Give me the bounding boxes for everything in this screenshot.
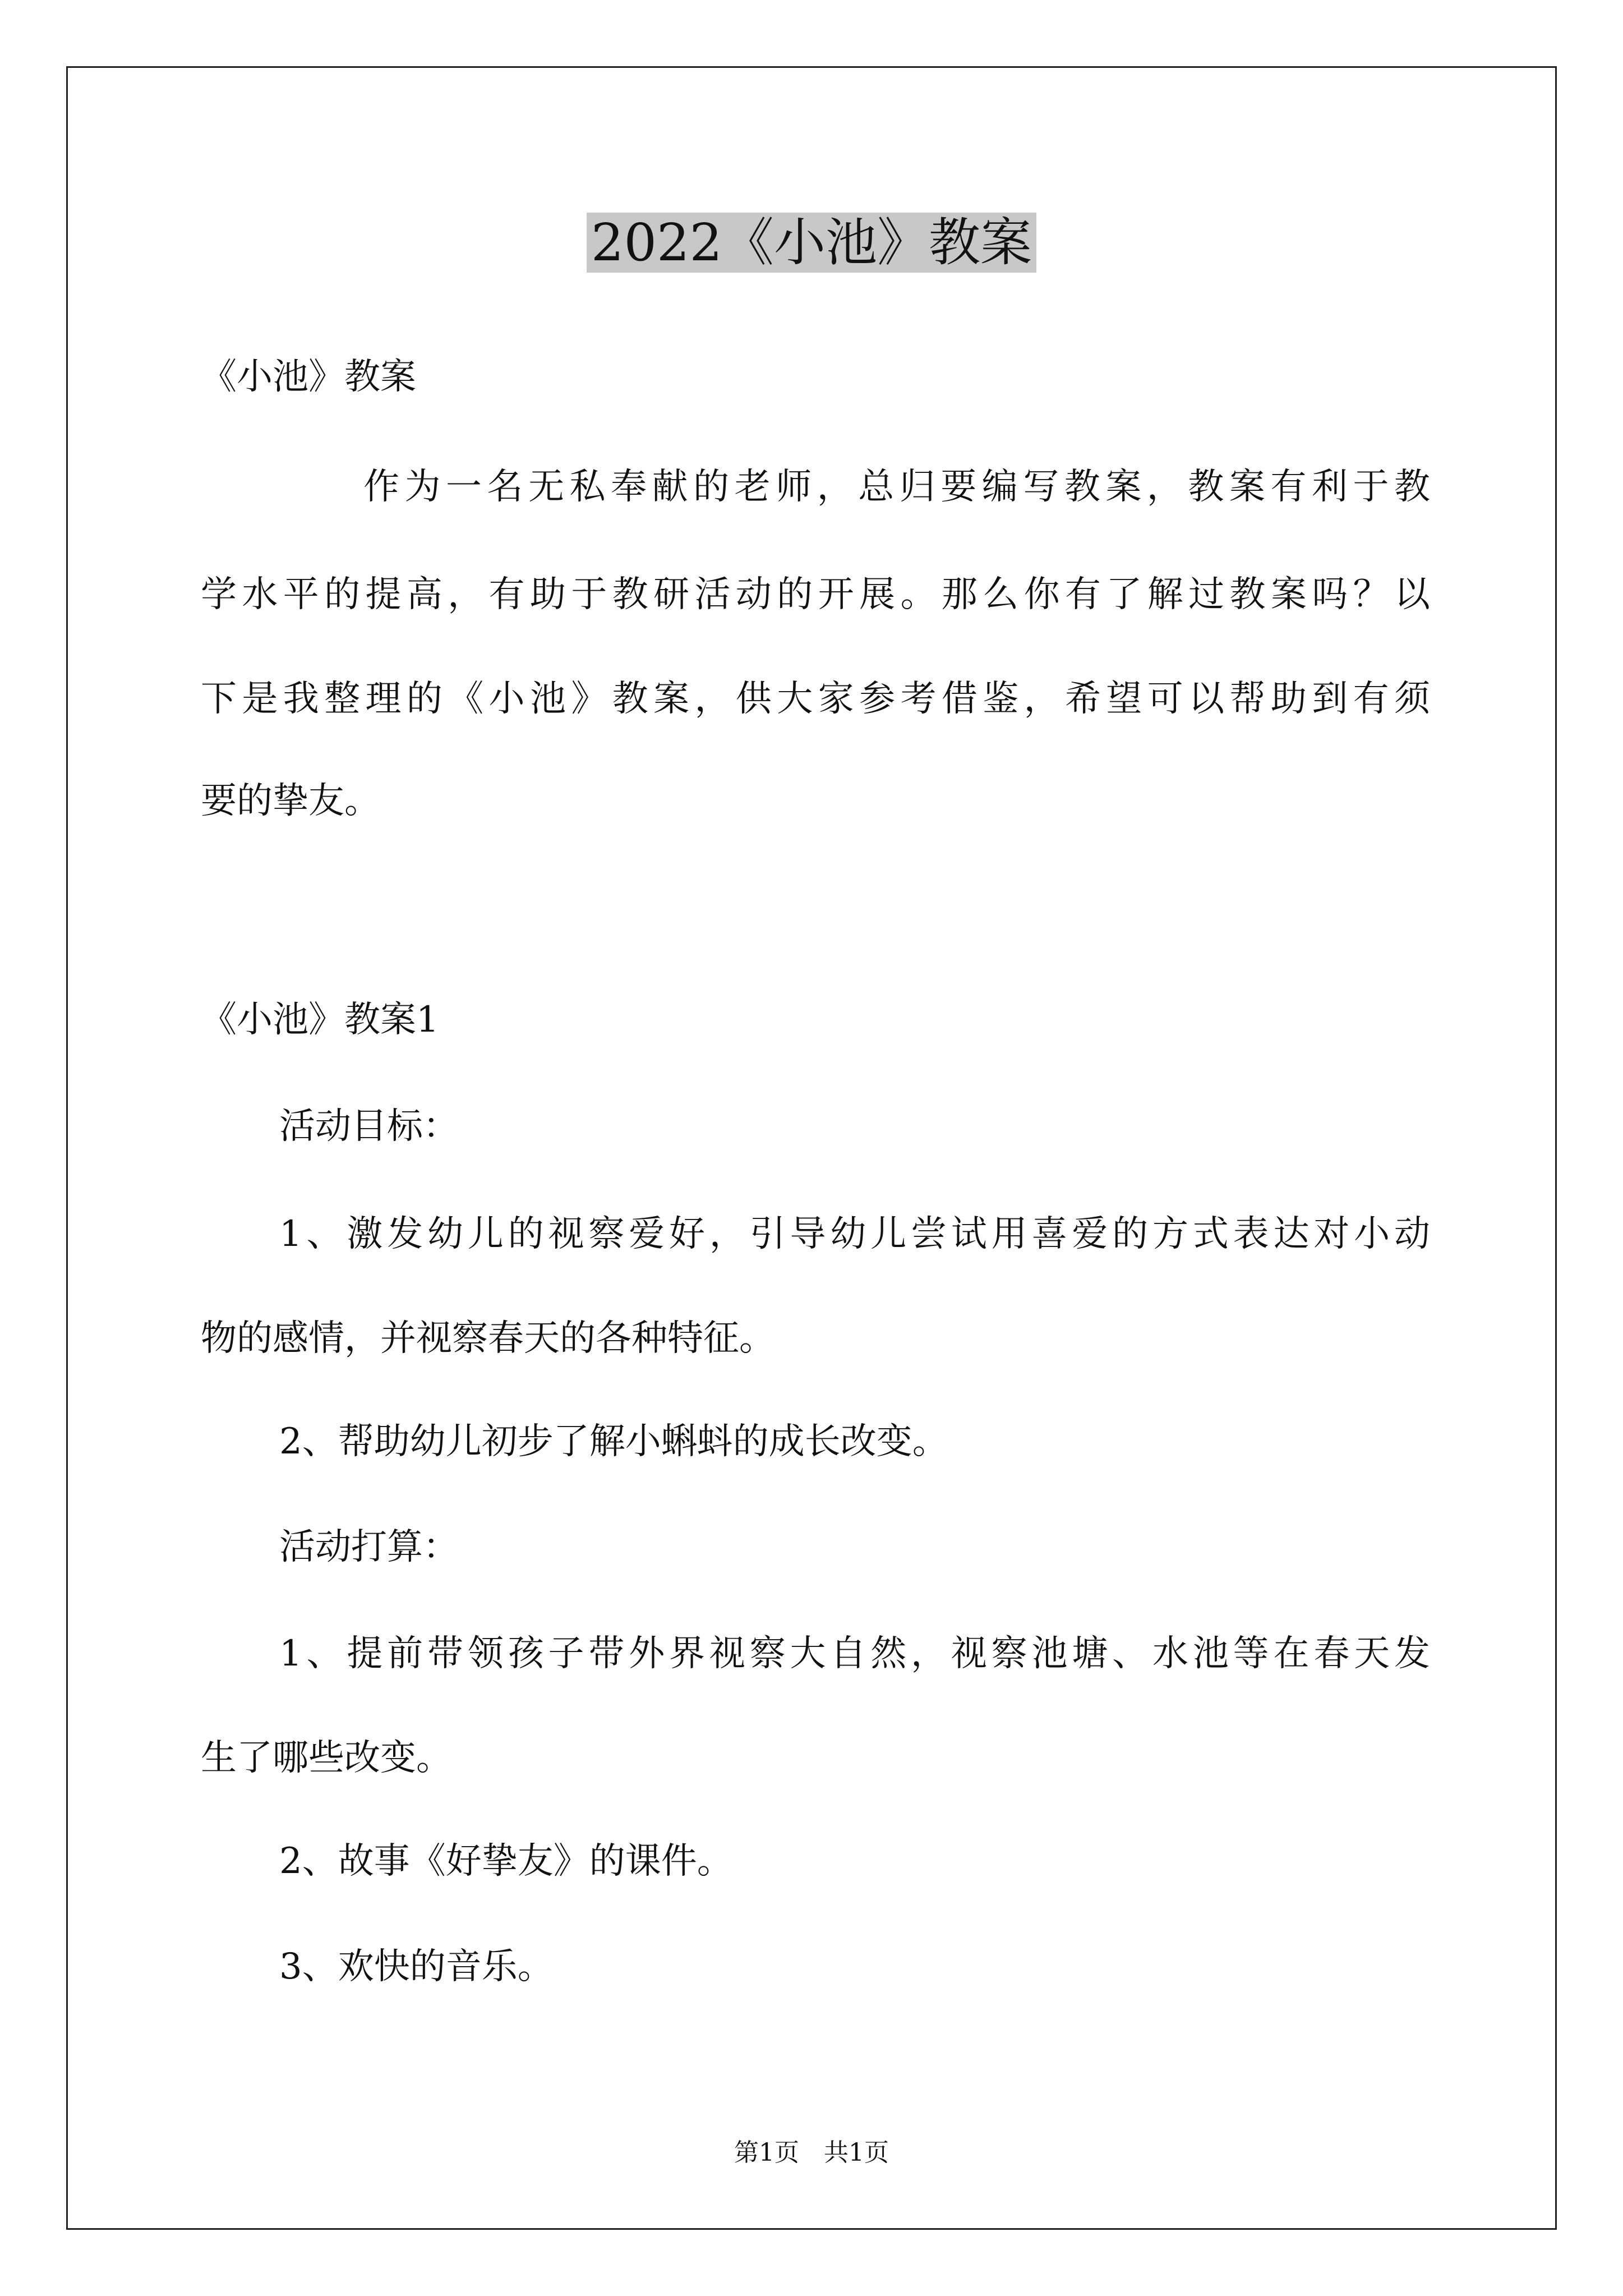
document-title-text: 2022《小池》教案 [587, 213, 1036, 273]
prep-1-line-2: 生了哪些改变。 [201, 1737, 452, 1779]
section-heading: 《小池》教案1 [201, 999, 439, 1041]
intro-line-1: 作为一名无私奉献的老师，总归要编写教案，教案有利于教 [363, 466, 1430, 508]
prep-2: 2、故事《好挚友》的课件。 [279, 1841, 733, 1882]
page-footer: 第1页 共1页 [734, 2138, 889, 2167]
goal-2: 2、帮助幼儿初步了解小蝌蚪的成长改变。 [279, 1421, 948, 1462]
prep-heading: 活动打算： [279, 1526, 459, 1568]
document-title [0, 206, 1623, 279]
goal-1-line-2: 物的感情，并视察春天的各种特征。 [201, 1318, 775, 1359]
intro-line-4: 要的挚友。 [201, 780, 380, 822]
subtitle: 《小池》教案 [201, 356, 416, 398]
goal-heading: 活动目标： [279, 1106, 459, 1147]
prep-3: 3、欢快的音乐。 [279, 1946, 554, 1987]
intro-line-2: 学水平的提高，有助于教研活动的开展。那么你有了解过教案吗？以 [201, 574, 1430, 615]
goal-1-line-1: 1、激发幼儿的视察爱好，引导幼儿尝试用喜爱的方式表达对小动 [279, 1213, 1430, 1255]
prep-1-line-1: 1、提前带领孩子带外界视察大自然，视察池塘、水池等在春天发 [279, 1633, 1430, 1674]
intro-line-3: 下是我整理的《小池》教案，供大家参考借鉴，希望可以帮助到有须 [201, 678, 1430, 720]
